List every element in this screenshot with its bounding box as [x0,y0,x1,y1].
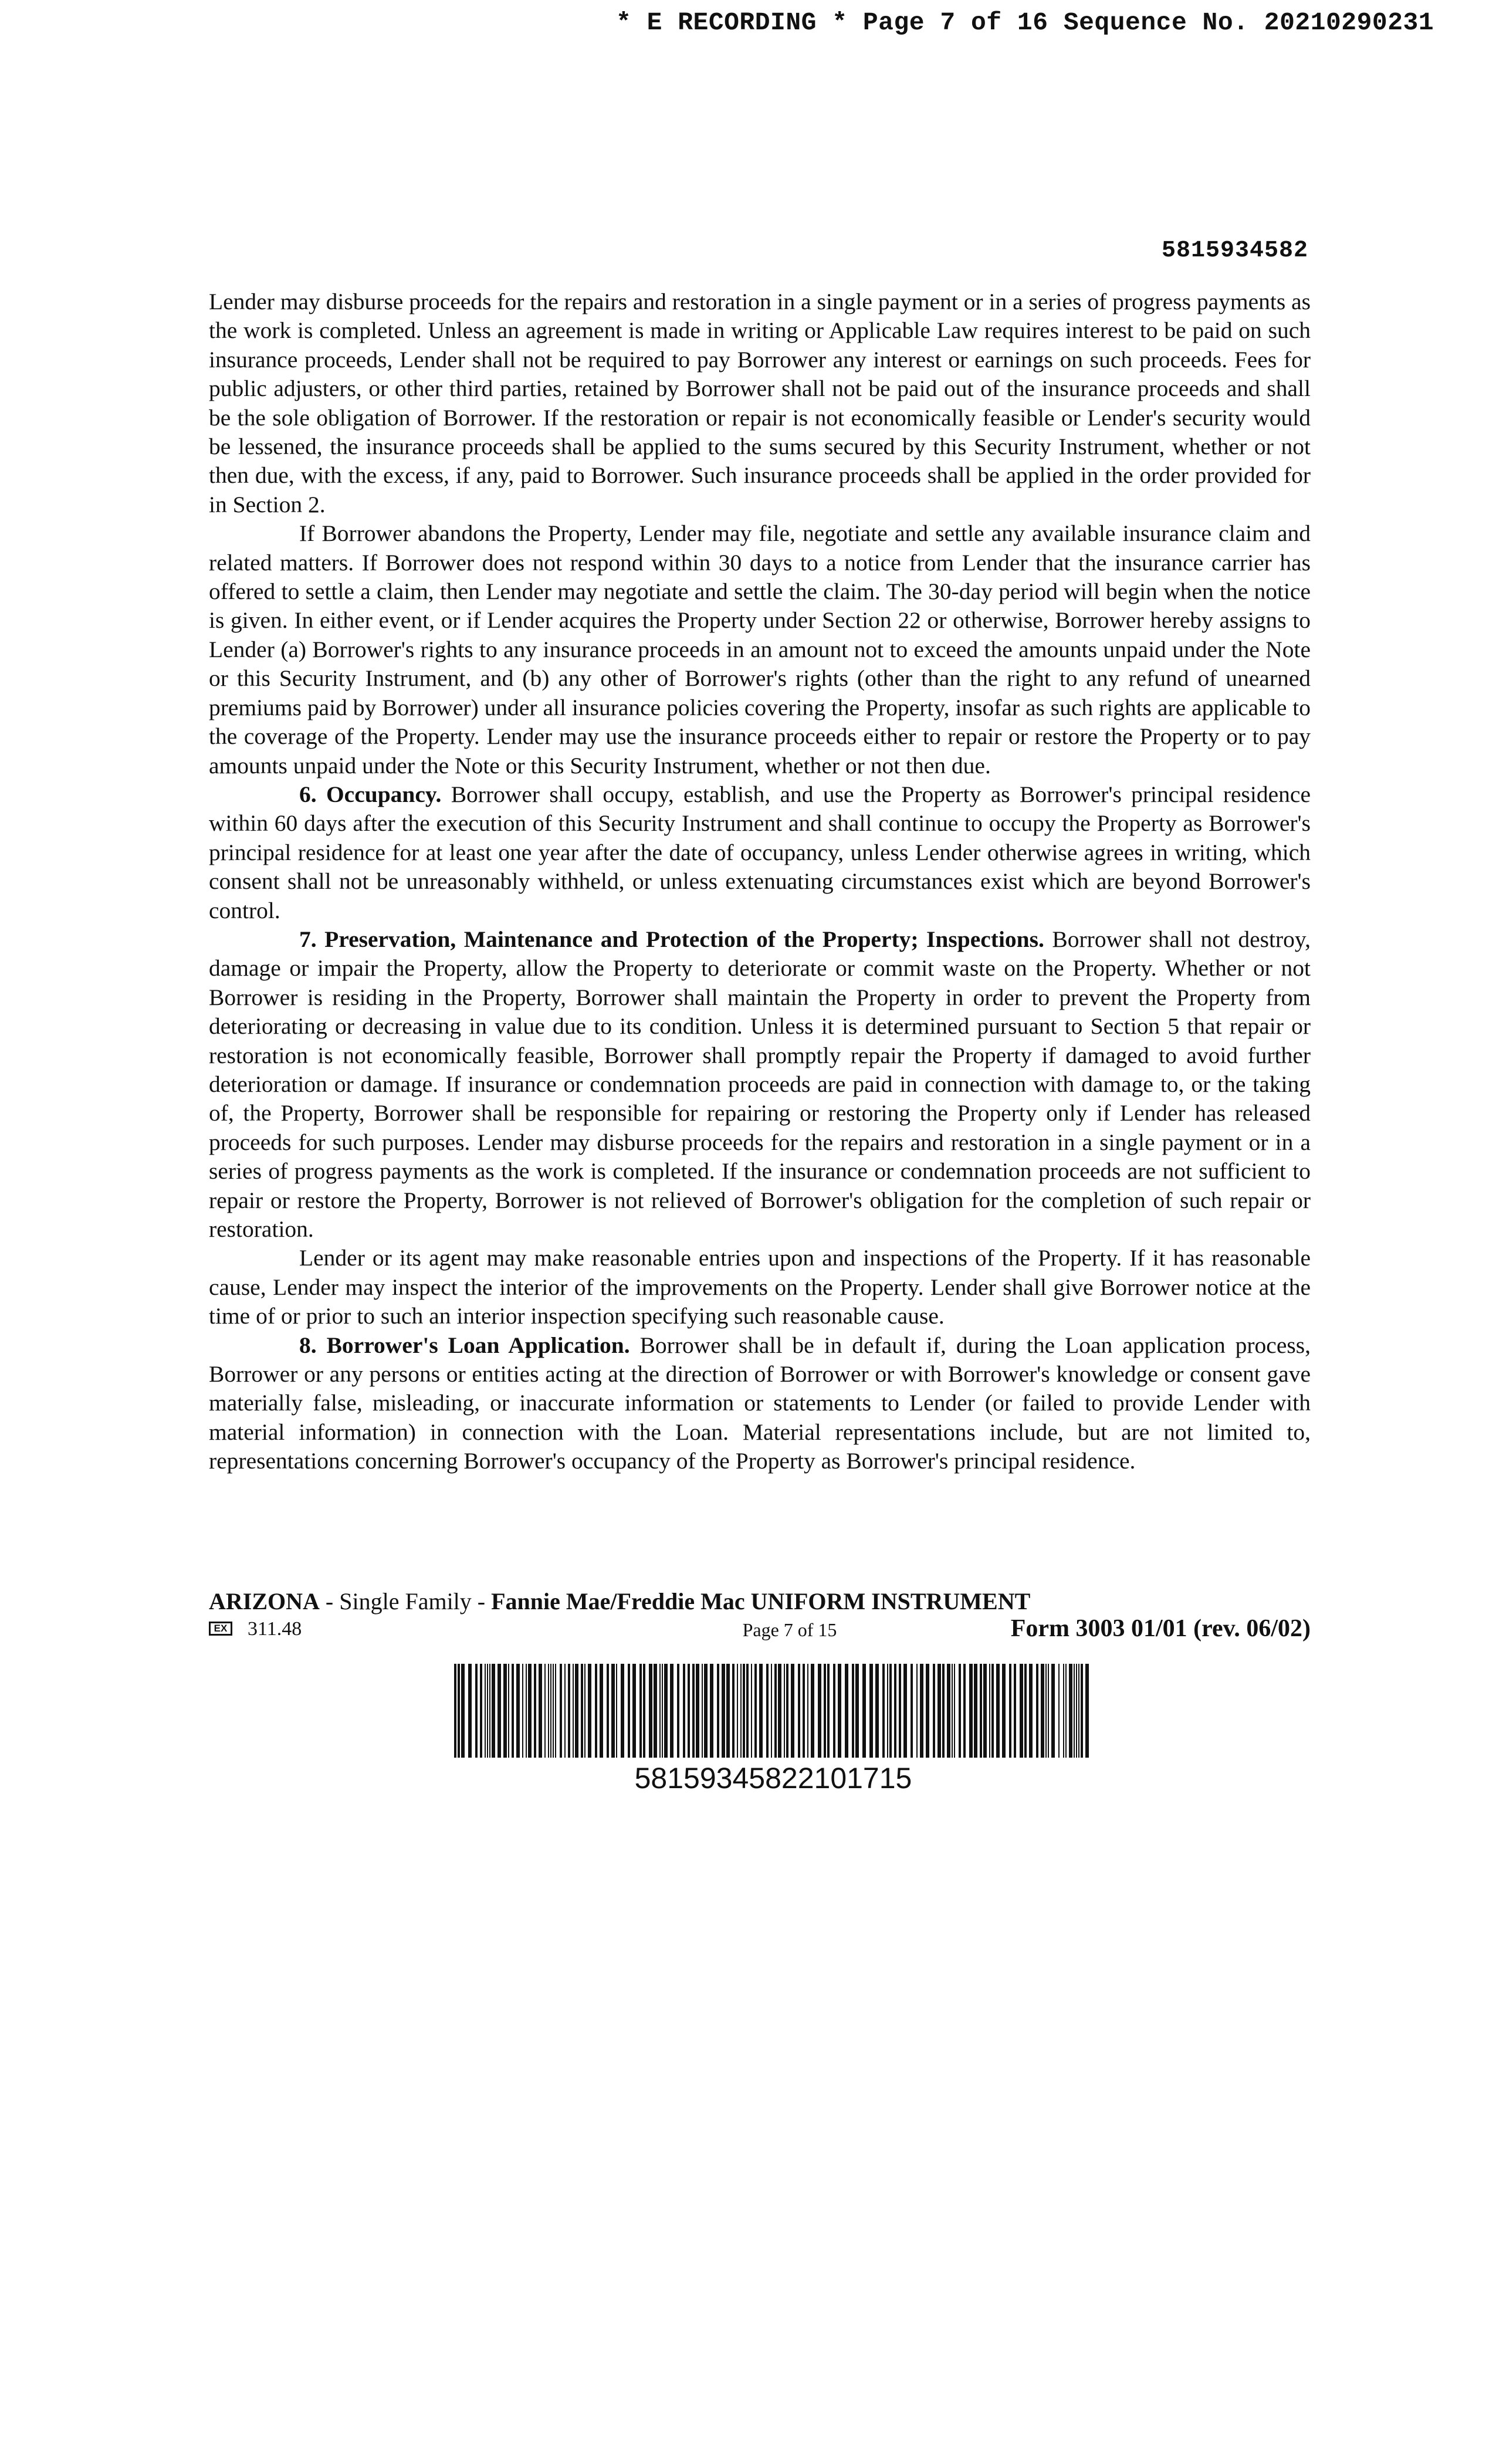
barcode-bar [759,1664,763,1758]
barcode-bar [1051,1664,1055,1758]
barcode-bar [926,1664,929,1758]
barcode-bar [664,1664,668,1758]
barcode-bar [722,1664,725,1758]
barcode-bar [575,1664,578,1758]
barcode-bar [516,1664,520,1758]
barcode-bar [489,1664,490,1758]
barcode-bar [743,1664,745,1758]
section-7-preservation [209,925,1311,1244]
barcode-bar [996,1664,1000,1758]
section-8-title: 8. Borrower's Loan Application. [299,1332,630,1358]
barcode-bar [911,1664,913,1758]
page-number: Page 7 of 15 [742,1619,837,1640]
barcode-bar [845,1664,848,1758]
barcode-bar [947,1664,950,1758]
section-8-text: Borrower shall be in default if, during the Loan application process, Borrower or any persons or entities acting at the direction of Borrower or with Borrower's knowledge or consent gave materially false, misleading, or inaccurate information or statements to Lender (or failed to provide Lender with material information) in connection with the Loan. Material representations include, but are not limited to, representations concerning Borrower's occupancy of the Property as Borrower's principal residence. [209,1332,1311,1474]
barcode-bar [969,1664,973,1758]
footer-row [209,1615,1311,1647]
barcode-bar [798,1664,800,1758]
barcode-bar [855,1664,859,1758]
barcode-bar [485,1664,486,1758]
barcode-bar [882,1664,885,1758]
section-6-occupancy [209,780,1311,925]
section-7-title: 7. Preservation, Maintenance and Protection of the Property; Inspections. [299,926,1044,952]
barcode-bar [512,1664,514,1758]
form-reference: Form 3003 01/01 (rev. 06/02) [1010,1615,1311,1642]
barcode-bar [468,1664,472,1758]
barcode-bar [751,1664,752,1758]
barcode-bar [1020,1664,1023,1758]
barcode-bar [692,1664,695,1758]
barcode-bar [754,1664,757,1758]
barcode-bar [954,1664,955,1758]
barcode-bar [595,1664,597,1758]
barcode-bar [1085,1664,1089,1758]
barcode-bar [827,1664,830,1758]
barcode-bar [1081,1664,1083,1758]
barcode-bar [702,1664,703,1758]
barcode-bar [771,1664,772,1758]
barcode-number: 58159345822101715 [634,1762,912,1795]
barcode-bar [677,1664,679,1758]
barcode-bar [528,1664,532,1758]
barcode-bar [937,1664,941,1758]
barcode-bar [786,1664,788,1758]
barcode-bar [458,1664,460,1758]
barcode-bar [553,1664,554,1758]
section-8-loan-application [209,1331,1311,1476]
barcode-bar [710,1664,713,1758]
barcode-bar [1009,1664,1011,1758]
barcode-bar [766,1664,769,1758]
barcode-bar [991,1664,994,1758]
barcode-bar [588,1664,591,1758]
barcode-bar [522,1664,523,1758]
section-7-text: Borrower shall not destroy, damage or impair the Property, allow the Property to deteriorate or commit waste on the Property. Whether or not Borrower is residing in the Property, Borrower shall maintain the Property in order to prevent the Property from deteriorating or decreasing in value due to its condition. Unless it is determined pursuant to Section 5 that repair or restoration is not economically feasible, Borrower shall promptly repair the Property if damaged to avoid further deterioration or damage. If insurance or condemnation proceeds are paid in connection with damage to, or the taking of, the Property, Borrower shall be responsible for repairing or restoring the Property only if Lender has released proceeds for such purposes. Lender may disburse proceeds for the repairs and restoration in a single payment or in a series of progress payments as the work is completed. If the insurance or condemnation proceeds are not sufficient to repair or restore the Property, Borrower is not relieved of Borrower's obligation for the completion of such repair or restoration. [209,926,1311,1242]
barcode-bar [539,1664,542,1758]
barcode-bar [726,1664,730,1758]
barcode-bar [568,1664,570,1758]
barcode-bar [746,1664,749,1758]
paragraph-inspections: Lender or its agent may make reasonable entries upon and inspections of the Property. If it has reasonable cause, Lender may inspect the interior of the improvements on the Property. Lender shall give Borrower notice at the time of or prior to such an interior inspection specifying such reasonable cause. [209,1245,1311,1329]
barcode-bar [952,1664,953,1758]
barcode-bar [838,1664,841,1758]
barcode-bar [894,1664,896,1758]
barcode-bar [475,1664,478,1758]
barcode-bar [607,1664,609,1758]
barcode-bar [616,1664,617,1758]
barcode-bar [696,1664,699,1758]
barcode-bar [643,1664,645,1758]
barcode-bar [989,1664,990,1758]
barcode-bar [942,1664,945,1758]
barcode-bar [778,1664,781,1758]
barcode-bar [1045,1664,1047,1758]
barcode-bar [920,1664,923,1758]
barcode-bar [1058,1664,1060,1758]
barcode-bar [1041,1664,1044,1758]
barcode-bar [526,1664,527,1758]
barcode-bar [639,1664,642,1758]
barcode-bar [737,1664,738,1758]
barcode-bar [869,1664,873,1758]
barcode-bar [649,1664,652,1758]
barcode-bar [811,1664,814,1758]
barcode-bar [659,1664,661,1758]
section-6-title: 6. Occupancy. [299,781,442,807]
section-6-text: Borrower shall occupy, establish, and use the Property as Borrower's principal residence within 60 days after the execution of this Security Instrument and shall continue to occupy the Property as Borrower's principal residence for at least one year after the date of occupancy, unless Lender otherwise agrees in writing, which consent shall not be unreasonably withheld, or unless extenuating circumstances exist which are beyond Borrower's control. [209,781,1311,923]
barcode-bar [963,1664,966,1758]
ex-logo-icon: EX [209,1622,232,1636]
barcode-bar [688,1664,690,1758]
barcode-bar [632,1664,636,1758]
document-body [209,287,1311,1476]
barcode-bar [497,1664,501,1758]
barcode-bar [573,1664,574,1758]
barcode-bar [983,1664,987,1758]
barcode-bar [833,1664,835,1758]
barcode-bar [508,1664,509,1758]
barcode-bar [889,1664,892,1758]
barcode-bar [980,1664,982,1758]
barcode-bar [807,1664,808,1758]
barcode-bar [1002,1664,1006,1758]
paragraph-insurance-proceeds: Lender may disburse proceeds for the repairs and restoration in a single payment or in a series of progress payments as the work is completed. Unless an agreement is made in writing or Applicable Law requires interest to be paid on such insurance proceeds, Lender shall not be required to pay Borrower any interest or earnings on such proceeds. Fees for public adjusters, or other third parties, retained by Borrower shall not be paid out of the insurance proceeds and shall be the sole obligation of Borrower. If the restoration or repair is not economically feasible or Lender's security would be lessened, the insurance proceeds shall be applied to the sums secured by this Security Instrument, whether or not then due, with the excess, if any, paid to Borrower. Such insurance proceeds shall be applied in the order provided for in Section 2. [209,289,1311,517]
barcode-bar [550,1664,551,1758]
barcode-bar [662,1664,663,1758]
barcode-bar [480,1664,482,1758]
barcode-bar [683,1664,685,1758]
barcode-bar [628,1664,630,1758]
barcode-icon [451,1664,1096,1758]
barcode-bar [959,1664,961,1758]
barcode-bar [1076,1664,1077,1758]
barcode-bar [492,1664,495,1758]
barcode-bar [933,1664,935,1758]
barcode-bar [916,1664,918,1758]
barcode-bar [974,1664,977,1758]
barcode-bar [454,1664,456,1758]
barcode-bar [487,1664,488,1758]
paragraph-abandonment: If Borrower abandons the Property, Lender may file, negotiate and settle any available insurance claim and related matters. If Borrower does not respond within 30 days to a notice from Lender that the insurance carrier has offered to settle a claim, then Lender may negotiate and settle the claim. The 30-day period will begin when the notice is given. In either event, or if Lender acquires the Property under Section 22 or otherwise, Borrower hereby assigns to Lender (a) Borrower's rights to any insurance proceeds in an amount not to exceed the amounts unpaid under the Note or this Security Instrument, and (b) any other of Borrower's rights (other than the right to any refund of unearned premiums paid by Borrower) under all insurance policies covering the Property, insofar as such rights are applicable to the coverage of the Property. Lender may use the insurance proceeds either to repair or restore the Property or to pay amounts unpaid under the Note or this Security Instrument, whether or not then due. [209,520,1311,779]
barcode-bar [534,1664,536,1758]
barcode-bar [704,1664,708,1758]
barcode-bar [1078,1664,1079,1758]
barcode-bar [503,1664,507,1758]
barcode-bar [717,1664,719,1758]
barcode-bar [1069,1664,1072,1758]
recording-header: * E RECORDING * Page 7 of 16 Sequence No. 20210290231 [616,8,1434,37]
barcode-bar [560,1664,562,1758]
form-code: 311.48 [248,1618,302,1640]
barcode-bar [784,1664,785,1758]
barcode-bar [903,1664,907,1758]
barcode-bar [1036,1664,1038,1758]
barcode-bar [654,1664,657,1758]
barcode-bar [899,1664,901,1758]
barcode-bar [862,1664,866,1758]
barcode-bar [740,1664,742,1758]
barcode-bar [670,1664,673,1758]
footer-state: ARIZONA [209,1588,320,1615]
barcode-bar [1048,1664,1049,1758]
barcode-bar [581,1664,583,1758]
barcode-bar [1024,1664,1027,1758]
footer-form-title [209,1588,1206,1615]
footer-instrument: Fannie Mae/Freddie Mac UNIFORM INSTRUMENT [491,1588,1031,1615]
barcode-bar [852,1664,854,1758]
barcode-bar [1074,1664,1075,1758]
barcode-bar [875,1664,879,1758]
barcode-bar [818,1664,821,1758]
barcode-bar [564,1664,566,1758]
loan-number: 5815934582 [1161,238,1308,264]
barcode-bar [774,1664,777,1758]
barcode-bar [1014,1664,1016,1758]
barcode-bar [600,1664,603,1758]
barcode-bar [544,1664,546,1758]
barcode-bar [621,1664,624,1758]
barcode-bar [803,1664,805,1758]
barcode-bar [791,1664,794,1758]
barcode-bar [1063,1664,1064,1758]
barcode-bar [732,1664,735,1758]
barcode-bar [584,1664,585,1758]
barcode-bar [461,1664,465,1758]
barcode-bar [887,1664,888,1758]
barcode-bar [611,1664,615,1758]
barcode-bar [1029,1664,1033,1758]
barcode-bar [555,1664,556,1758]
footer-separator: - Single Family - [319,1588,492,1615]
barcode-bar [548,1664,549,1758]
barcode-bar [824,1664,826,1758]
barcode-bar [1065,1664,1067,1758]
